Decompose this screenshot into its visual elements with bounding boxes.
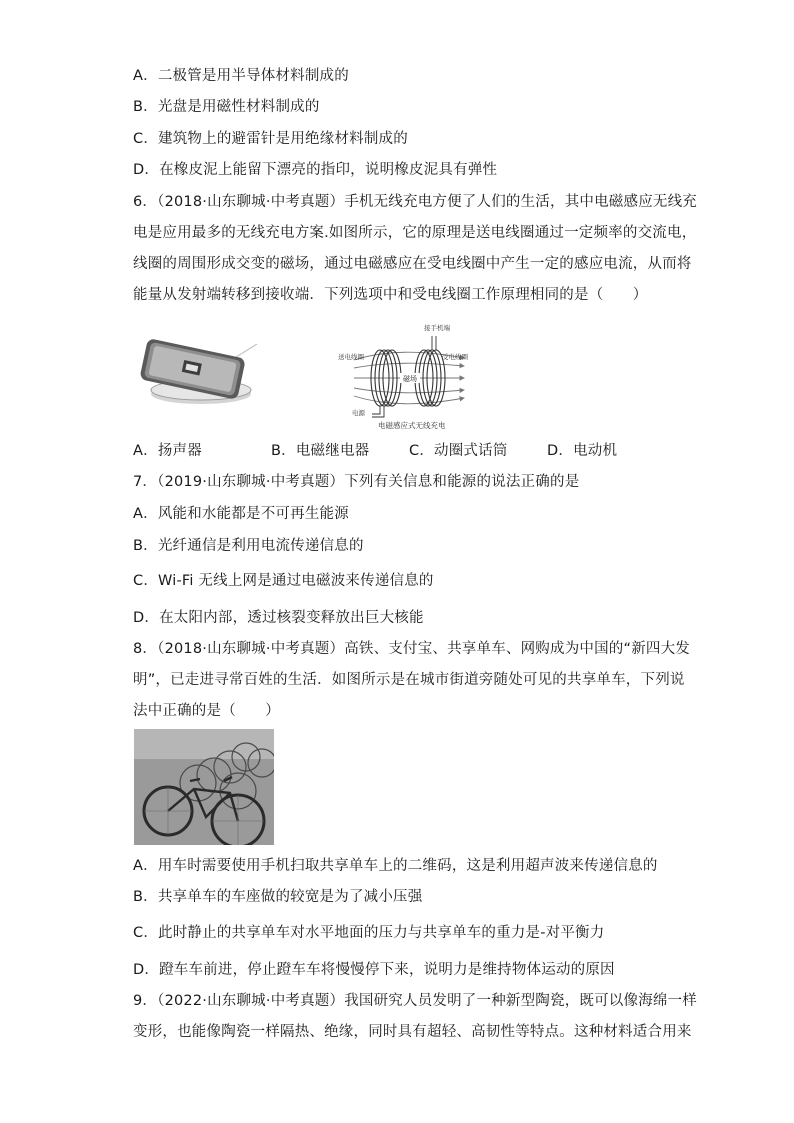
q7-option-c: C．Wi-Fi 无线上网是通过电磁波来传递信息的: [133, 573, 434, 589]
q6-option-a: A．扬声器: [133, 443, 202, 459]
q6-option-b: B．电磁继电器: [271, 443, 370, 459]
power-label: 电源: [352, 409, 365, 417]
q8-stem-line-3: 法中正确的是（ ）: [133, 703, 280, 719]
coil-figure-caption: 电磁感应式无线充电: [378, 421, 446, 430]
q8-stem-line-2: 明”，已走进寻常百姓的生活．如图所示是在城市街道旁随处可见的共享单车，下列说: [133, 672, 685, 688]
q8-option-b: B．共享单车的车座做的较宽是为了减小压强: [133, 889, 423, 905]
q5-option-a: A．二极管是用半导体材料制成的: [133, 68, 349, 84]
q7-option-b: B．光纤通信是利用电流传递信息的: [133, 538, 364, 554]
q6-option-c: C．动圈式话筒: [409, 443, 508, 459]
q5-option-b: B．光盘是用磁性材料制成的: [133, 99, 320, 115]
send-coil-label: 送电线圈: [338, 353, 364, 361]
q8-option-d: D．蹬车车前进，停止蹬车车将慢慢停下来，说明力是维持物体运动的原因: [133, 962, 615, 978]
q5-option-c: C．建筑物上的避雷针是用绝缘材料制成的: [133, 131, 408, 147]
shared-bikes-photo: [134, 729, 274, 845]
q9-stem-line-2: 变形，也能像陶瓷一样隔热、绝缘，同时具有超轻、高韧性等特点。这种材料适合用来: [133, 1024, 692, 1040]
q8-option-c: C．此时静止的共享单车对水平地面的压力与共享单车的重力是-对平衡力: [133, 925, 605, 941]
phone-charger-figure: [133, 322, 258, 410]
q6-stem-line-3: 线圈的周围形成交变的磁场，通过电磁感应在受电线圈中产生一定的感应电流，从而将: [133, 256, 692, 272]
field-label: 磁场: [403, 375, 417, 383]
phone-side-label: 接手机端: [424, 324, 450, 332]
q7-option-a: A．风能和水能都是不可再生能源: [133, 506, 349, 522]
coil-diagram: [336, 322, 476, 432]
q6-stem-line-1: 6．（2018·山东聊城·中考真题）手机无线充电方便了人们的生活，其中电磁感应无线充: [133, 194, 697, 210]
q5-option-d: D．在橡皮泥上能留下漂亮的指印，说明橡皮泥具有弹性: [133, 162, 498, 178]
q6-stem-line-2: 电是应用最多的无线充电方案.如图所示，它的原理是送电线圈通过一定频率的交流电，: [133, 225, 697, 241]
q7-option-d: D．在太阳内部，透过核裂变释放出巨大核能: [133, 610, 424, 626]
q6-stem-line-4: 能量从发射端转移到接收端．下列选项中和受电线圈工作原理相同的是（ ）: [133, 287, 648, 303]
q8-stem-line-1: 8．（2018·山东聊城·中考真题）高铁、支付宝、共享单车、网购成为中国的“新四大发: [133, 641, 691, 657]
q8-option-a: A．用车时需要使用手机扫取共享单车上的二维码，这是利用超声波来传递信息的: [133, 858, 658, 874]
receive-coil-label: 受电线圈: [442, 353, 468, 361]
q7-stem: 7．（2019·山东聊城·中考真题）下列有关信息和能源的说法正确的是: [133, 474, 580, 490]
q9-stem-line-1: 9．（2022·山东聊城·中考真题）我国研究人员发明了一种新型陶瓷，既可以像海绵一样: [133, 993, 697, 1009]
q6-option-d: D．电动机: [547, 443, 618, 459]
